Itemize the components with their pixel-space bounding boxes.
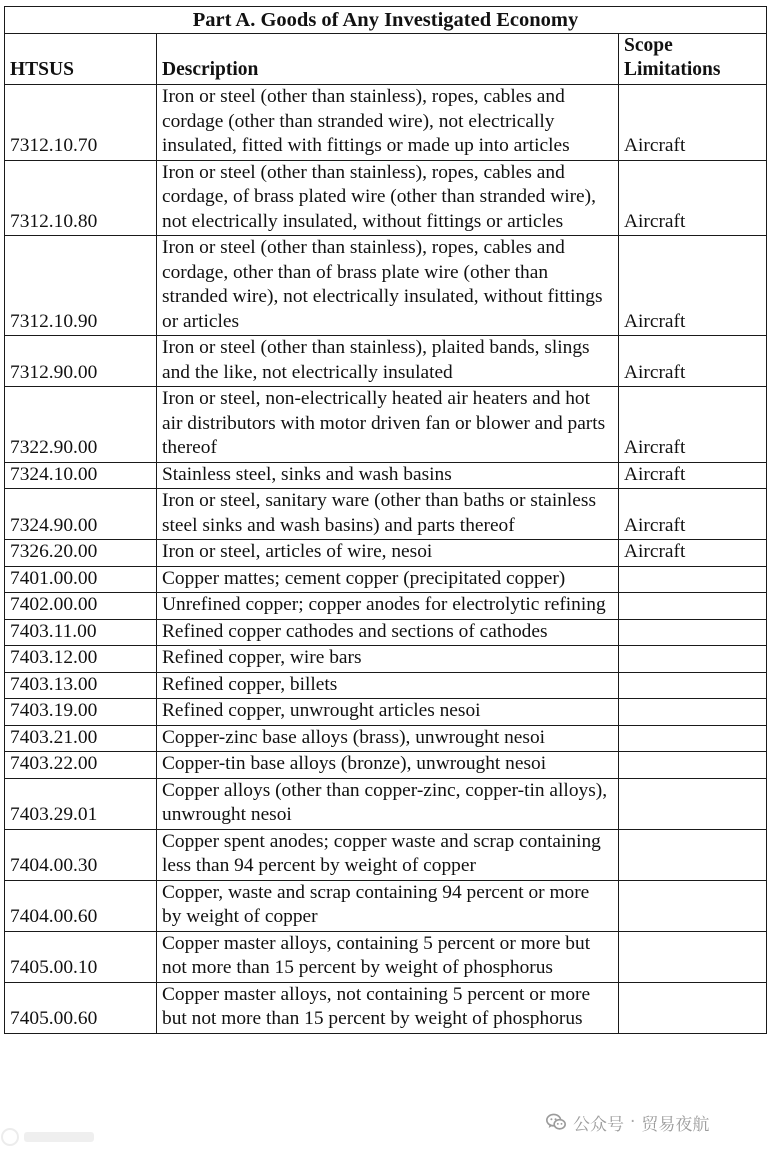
cell-scope-limitation: Aircraft [619,489,767,540]
cell-description: Refined copper, billets [157,672,619,699]
cell-description: Copper, waste and scrap containing 94 percent or more by weight of copper [157,880,619,931]
header-scope-limitations [619,34,767,85]
cell-htsus-code: 7405.00.60 [5,982,157,1033]
table-row [5,336,767,387]
cell-scope-limitation [619,699,767,726]
cell-description: Iron or steel (other than stainless), ropes, cables and cordage, of brass plated wire (other than stranded wire), not electrically insulated, without fittings or articles [157,160,619,236]
table-row [5,387,767,463]
cell-htsus-code: 7405.00.10 [5,931,157,982]
table-row [5,85,767,161]
table-title-row [5,7,767,34]
cell-description: Copper spent anodes; copper waste and scrap containing less than 94 percent by weight of copper [157,829,619,880]
cell-scope-limitation [619,646,767,673]
cell-description: Iron or steel, sanitary ware (other than baths or stainless steel sinks and wash basins) and parts thereof [157,489,619,540]
cell-description: Iron or steel (other than stainless), ropes, cables and cordage (other than stranded wire), not electrically insulated, fitted with fittings or made up into articles [157,85,619,161]
table-title: Part A. Goods of Any Investigated Economy [5,7,767,34]
cell-htsus-code: 7403.11.00 [5,619,157,646]
cell-htsus-code: 7402.00.00 [5,593,157,620]
table-row [5,236,767,336]
table-row [5,725,767,752]
cell-description: Iron or steel (other than stainless), plaited bands, slings and the like, not electrically insulated [157,336,619,387]
watermark-separator: · [630,1112,636,1132]
cell-description: Refined copper cathodes and sections of cathodes [157,619,619,646]
header-scope-text: Scope Limitations [624,35,721,80]
watermark-brand: 公众号 [573,1114,624,1135]
table-row [5,462,767,489]
cell-description: Copper master alloys, containing 5 percent or more but not more than 15 percent by weight of phosphorus [157,931,619,982]
watermark-account-name: 贸易夜航 [641,1114,710,1135]
cell-description: Iron or steel, non-electrically heated air heaters and hot air distributors with motor driven fan or blower and parts thereof [157,387,619,463]
cell-scope-limitation: Aircraft [619,540,767,567]
cell-htsus-code: 7403.29.01 [5,778,157,829]
table-row [5,880,767,931]
table-row [5,982,767,1033]
cell-htsus-code: 7403.22.00 [5,752,157,779]
cell-htsus-code: 7312.90.00 [5,336,157,387]
cell-description: Copper master alloys, not containing 5 percent or more but not more than 15 percent by weight of phosphorus [157,982,619,1033]
cell-scope-limitation: Aircraft [619,387,767,463]
table-row [5,160,767,236]
cell-htsus-code: 7403.21.00 [5,725,157,752]
table-row [5,829,767,880]
cell-htsus-code: 7404.00.30 [5,829,157,880]
table-header-row [5,34,767,85]
table-row [5,752,767,779]
cell-description: Copper alloys (other than copper-zinc, copper-tin alloys), unwrought nesoi [157,778,619,829]
header-htsus: HTSUS [5,34,157,85]
table-row [5,566,767,593]
header-description: Description [157,34,619,85]
cell-scope-limitation [619,982,767,1033]
cell-scope-limitation [619,778,767,829]
cell-htsus-code: 7312.10.90 [5,236,157,336]
faint-watermark-mark [0,1126,100,1148]
cell-description: Copper mattes; cement copper (precipitated copper) [157,566,619,593]
table-row [5,672,767,699]
cell-description: Unrefined copper; copper anodes for electrolytic refining [157,593,619,620]
cell-scope-limitation [619,829,767,880]
table-body [5,85,767,1034]
cell-scope-limitation: Aircraft [619,85,767,161]
cell-description: Refined copper, wire bars [157,646,619,673]
cell-scope-limitation [619,880,767,931]
cell-htsus-code: 7312.10.80 [5,160,157,236]
cell-scope-limitation [619,725,767,752]
cell-scope-limitation [619,619,767,646]
cell-scope-limitation [619,752,767,779]
cell-htsus-code: 7322.90.00 [5,387,157,463]
cell-scope-limitation [619,931,767,982]
cell-description: Stainless steel, sinks and wash basins [157,462,619,489]
cell-scope-limitation [619,566,767,593]
cell-description: Iron or steel (other than stainless), ropes, cables and cordage, other than of brass plate wire (other than stranded wire), not electrically insulated, without fittings or articles [157,236,619,336]
cell-htsus-code: 7324.10.00 [5,462,157,489]
cell-htsus-code: 7312.10.70 [5,85,157,161]
goods-table [4,6,767,1034]
wechat-logo-icon [545,1111,567,1133]
cell-htsus-code: 7326.20.00 [5,540,157,567]
cell-htsus-code: 7403.12.00 [5,646,157,673]
table-row [5,619,767,646]
cell-htsus-code: 7403.19.00 [5,699,157,726]
cell-description: Iron or steel, articles of wire, nesoi [157,540,619,567]
table-row [5,931,767,982]
cell-scope-limitation: Aircraft [619,336,767,387]
table-row [5,699,767,726]
cell-description: Copper-zinc base alloys (brass), unwrought nesoi [157,725,619,752]
table-row [5,778,767,829]
cell-scope-limitation [619,672,767,699]
wechat-watermark [545,1109,709,1135]
table-row [5,646,767,673]
table-row [5,593,767,620]
cell-description: Refined copper, unwrought articles nesoi [157,699,619,726]
cell-scope-limitation: Aircraft [619,160,767,236]
cell-description: Copper-tin base alloys (bronze), unwrought nesoi [157,752,619,779]
cell-htsus-code: 7324.90.00 [5,489,157,540]
cell-htsus-code: 7403.13.00 [5,672,157,699]
table-row [5,489,767,540]
cell-scope-limitation: Aircraft [619,236,767,336]
cell-scope-limitation: Aircraft [619,462,767,489]
cell-scope-limitation [619,593,767,620]
cell-htsus-code: 7404.00.60 [5,880,157,931]
table-row [5,540,767,567]
cell-htsus-code: 7401.00.00 [5,566,157,593]
